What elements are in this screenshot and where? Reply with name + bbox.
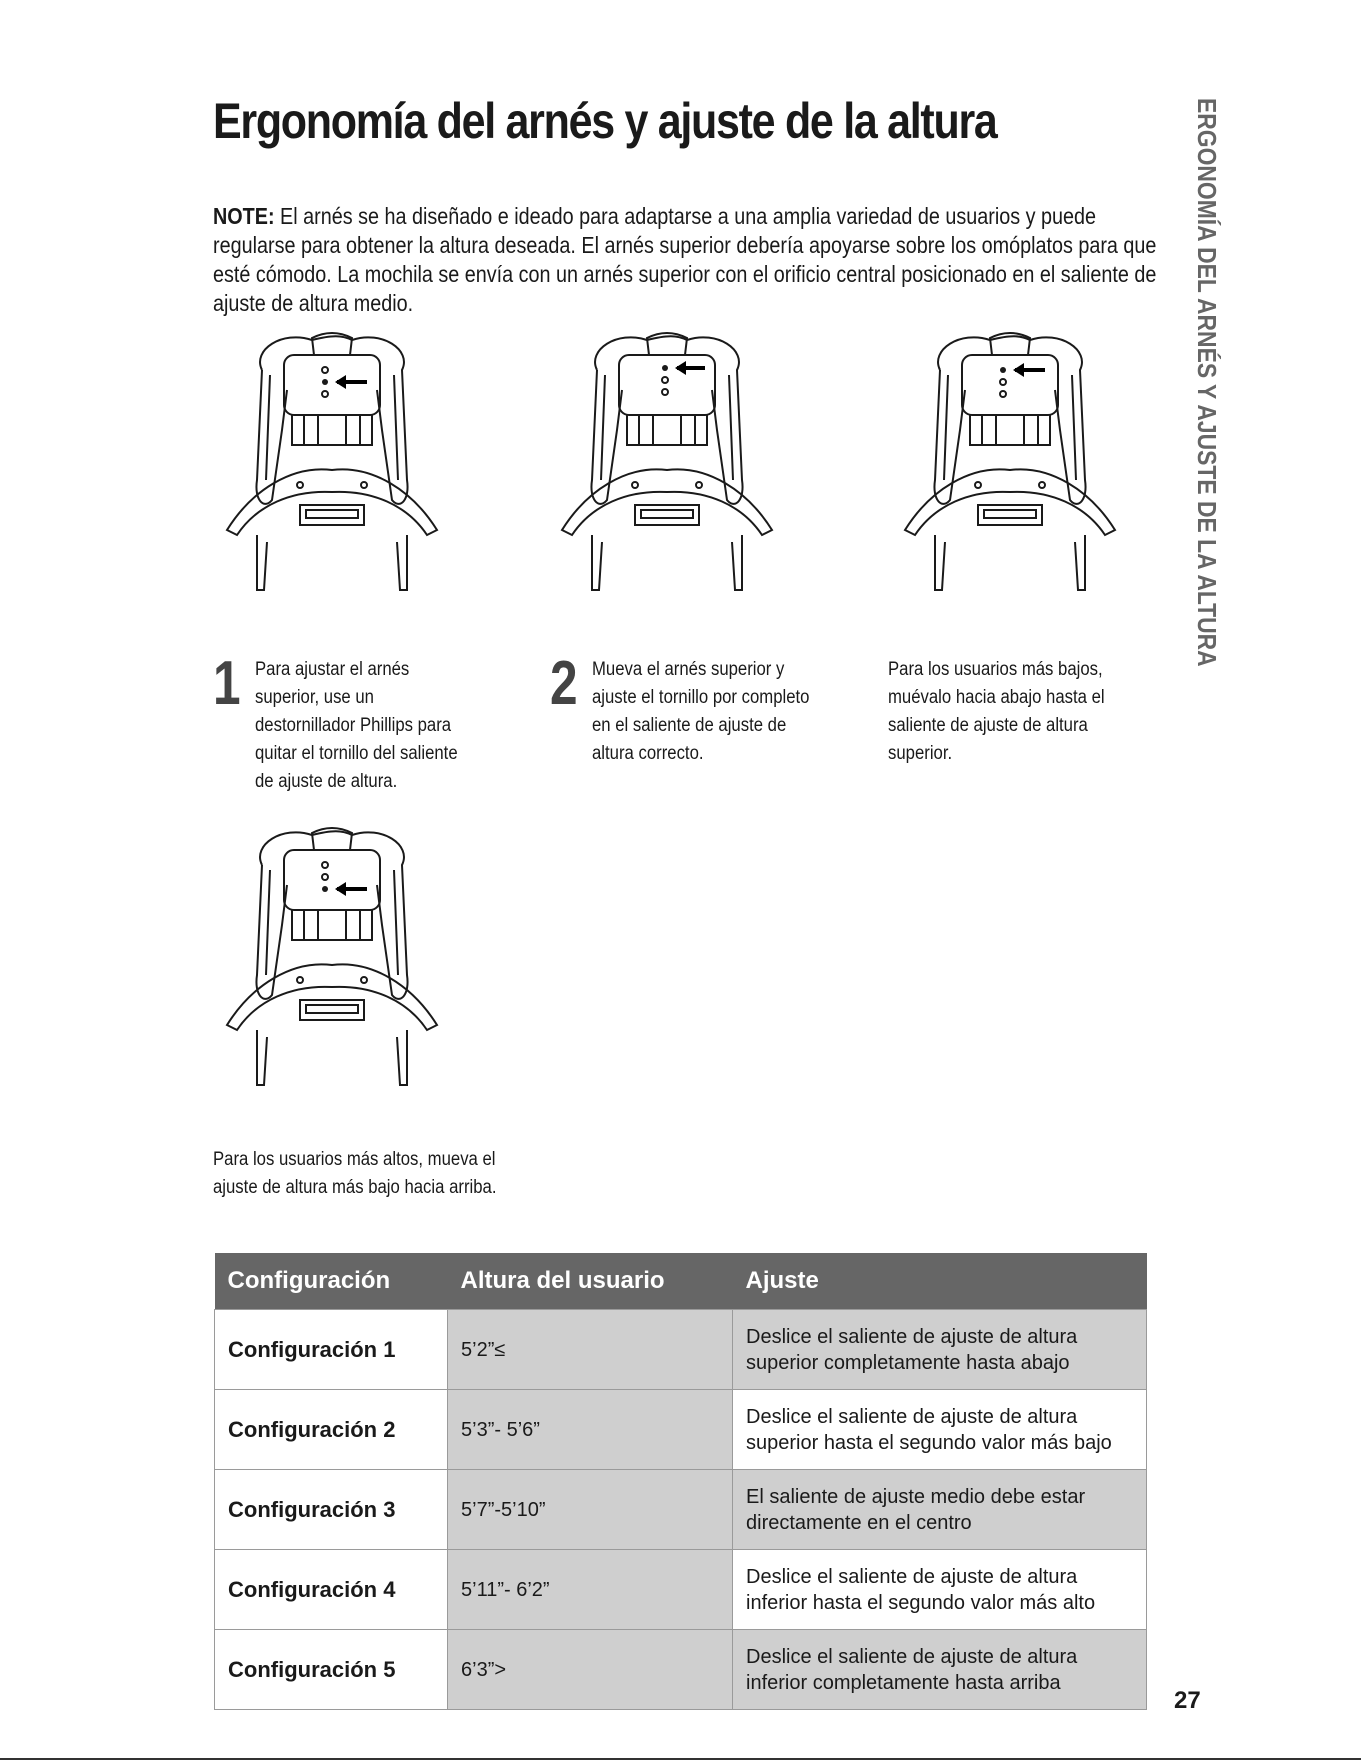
table-row: [215, 1390, 1147, 1470]
note-paragraph: [213, 202, 1172, 318]
page-title: Ergonomía del arnés y ajuste de la altura: [213, 93, 997, 149]
height-cell: 6’3”>: [448, 1630, 733, 1710]
config-cell: Configuración 4: [215, 1550, 448, 1630]
backpack-figure-2: [557, 330, 777, 610]
step-text: Mueva el arnés superior y ajuste el tornillo por completo en el saliente de ajuste de altura correcto.: [592, 659, 810, 764]
bottom-divider: [0, 1758, 1361, 1760]
height-cell: 5’3”- 5’6”: [448, 1390, 733, 1470]
backpack-illustration: [557, 330, 777, 610]
backpack-illustration: [222, 825, 442, 1105]
height-cell: 5’7”-5’10”: [448, 1470, 733, 1550]
height-cell: 5’2”≤: [448, 1310, 733, 1390]
backpack-figure-3: [900, 330, 1120, 610]
backpack-figure-4: [222, 825, 442, 1105]
step-number: 2: [550, 649, 578, 718]
table-header-row: [215, 1253, 1147, 1310]
column-header: Ajuste: [733, 1253, 1147, 1310]
step-2: [550, 649, 839, 768]
table-row: [215, 1310, 1147, 1390]
backpack-illustration: [900, 330, 1120, 610]
page-number: 27: [1174, 1687, 1201, 1714]
adjust-cell: Deslice el saliente de ajuste de altura superior hasta el segundo valor más bajo: [733, 1390, 1147, 1470]
table-row: [215, 1470, 1147, 1550]
adjust-cell: Deslice el saliente de ajuste de altura inferior completamente hasta arriba: [733, 1630, 1147, 1710]
config-cell: Configuración 3: [215, 1470, 448, 1550]
backpack-illustration: [222, 330, 442, 610]
table-row: [215, 1630, 1147, 1710]
caption-taller-users: Para los usuarios más altos, mueva el ajuste de altura más bajo hacia arriba.: [213, 1149, 497, 1198]
note-text: El arnés se ha diseñado e ideado para adaptarse a una amplia variedad de usuarios y puede regularse para obtener la altura deseada. El arnés superior debería apoyarse sobre los omóplatos para que esté cómodo. La mochila se envía con un arnés superior con el orificio central posicionado en el saliente de ajuste de altura medio.: [213, 203, 1157, 316]
backpack-figure-1: [222, 330, 442, 610]
column-header: Configuración: [215, 1253, 448, 1310]
column-header: Altura del usuario: [448, 1253, 733, 1310]
caption-shorter-users: Para los usuarios más bajos, muévalo hacia abajo hasta el saliente de ajuste de altura superior.: [888, 659, 1105, 764]
step-text: Para ajustar el arnés superior, use un destornillador Phillips para quitar el tornillo del saliente de ajuste de altura.: [255, 659, 458, 792]
note-label: NOTE:: [213, 203, 275, 229]
adjust-cell: Deslice el saliente de ajuste de altura inferior hasta el segundo valor más alto: [733, 1550, 1147, 1630]
adjust-cell: Deslice el saliente de ajuste de altura superior completamente hasta abajo: [733, 1310, 1147, 1390]
config-cell: Configuración 2: [215, 1390, 448, 1470]
height-cell: 5’11”- 6’2”: [448, 1550, 733, 1630]
config-cell: Configuración 5: [215, 1630, 448, 1710]
step-1: [213, 649, 485, 796]
table-row: [215, 1550, 1147, 1630]
configuration-table: [214, 1253, 1147, 1710]
adjust-cell: El saliente de ajuste medio debe estar directamente en el centro: [733, 1470, 1147, 1550]
config-cell: Configuración 1: [215, 1310, 448, 1390]
step-number: 1: [213, 649, 241, 718]
side-section-tab: ERGONOMÍA DEL ARNÉS Y AJUSTE DE LA ALTURA: [1192, 98, 1222, 667]
